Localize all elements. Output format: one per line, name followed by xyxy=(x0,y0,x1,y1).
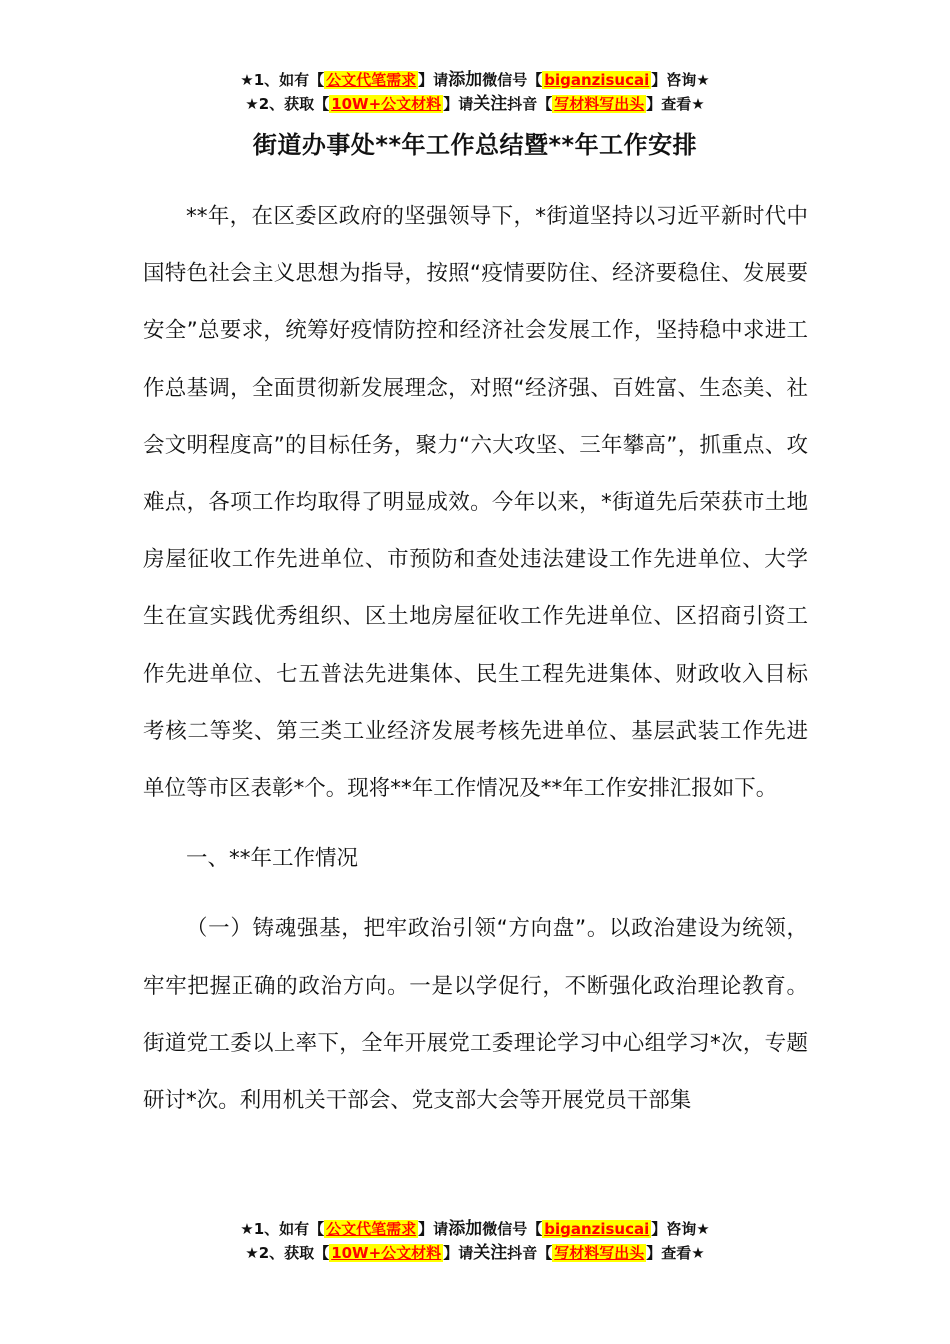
highlight-wechat-id: biganzisucai xyxy=(544,71,650,89)
document-title: 街道办事处**年工作总结暨**年工作安排 xyxy=(252,131,698,159)
highlight-materials: 10W+公文材料 xyxy=(331,1244,442,1262)
star-icon: ★ xyxy=(691,1244,705,1262)
footer-banner-line-2: ★2、获取【 10W+公文材料 】请关注抖音【 写材料写出头 】查看★ xyxy=(245,1243,705,1263)
highlight-wechat-id: biganzisucai xyxy=(544,1220,650,1238)
body-paragraph-intro: **年，在区委区政府的坚强领导下，*街道坚持以习近平新时代中国特色社会主义思想为指导，按照“疫情要防住、经济要稳住、发展要安全”总要求，统筹好疫情防控和经济社会发展工作，坚持稳中求进工作总基调，全面贯彻新发展理念，对照“经济强、百姓富、生态美、社会文明程度高”的目标任务，聚力“六大攻坚、三年攀高”，抓重点、攻难点，各项工作均取得了明显成效。今年以来，*街道先后荣获市土地房屋征收工作先进单位、市预防和查处违法建设工作先进单位、大学生在宣实践优秀组织、区土地房屋征收工作先进单位、区招商引资工作先进单位、七五普法先进集体、民生工程先进集体、财政收入目标考核二等奖、第三类工业经济发展考核先进单位、基层武装工作先进单位等市区表彰*个。现将**年工作情况及**年工作安排汇报如下。 xyxy=(143,204,808,802)
header-banner-line-1: ★1、如有【 公文代笔需求 】请添加微信号【 biganzisucai 】咨询★ xyxy=(240,70,710,90)
highlight-service: 公文代笔需求 xyxy=(326,71,417,89)
highlight-douyin-account: 写材料写出头 xyxy=(554,95,645,113)
footer-banner xyxy=(0,1217,950,1265)
star-icon: ★ xyxy=(240,1220,254,1238)
highlight-materials: 10W+公文材料 xyxy=(331,95,442,113)
star-icon: ★ xyxy=(240,71,254,89)
section-heading: 一、**年工作情况 xyxy=(186,846,359,872)
star-icon: ★ xyxy=(245,1244,259,1262)
highlight-service: 公文代笔需求 xyxy=(326,1220,417,1238)
body-paragraph-subsection: （一）铸魂强基，把牢政治引领“方向盘”。以政治建设为统领，牢牢把握正确的政治方向。一是以学促行，不断强化政治理论教育。街道党工委以上率下，全年开展党工委理论学习中心组学习*次，专题研讨*次。利用机关干部会、党支部大会等开展党员干部集 xyxy=(143,916,808,1114)
star-icon: ★ xyxy=(691,95,705,113)
highlight-douyin-account: 写材料写出头 xyxy=(554,1244,645,1262)
star-icon: ★ xyxy=(696,71,710,89)
star-icon: ★ xyxy=(245,95,259,113)
header-banner-line-2: ★2、获取【 10W+公文材料 】请关注抖音【 写材料写出头 】查看★ xyxy=(245,94,705,114)
footer-banner-line-1: ★1、如有【 公文代笔需求 】请添加微信号【 biganzisucai 】咨询★ xyxy=(240,1219,710,1239)
star-icon: ★ xyxy=(696,1220,710,1238)
header-banner xyxy=(0,68,950,116)
document-body xyxy=(143,188,808,1129)
